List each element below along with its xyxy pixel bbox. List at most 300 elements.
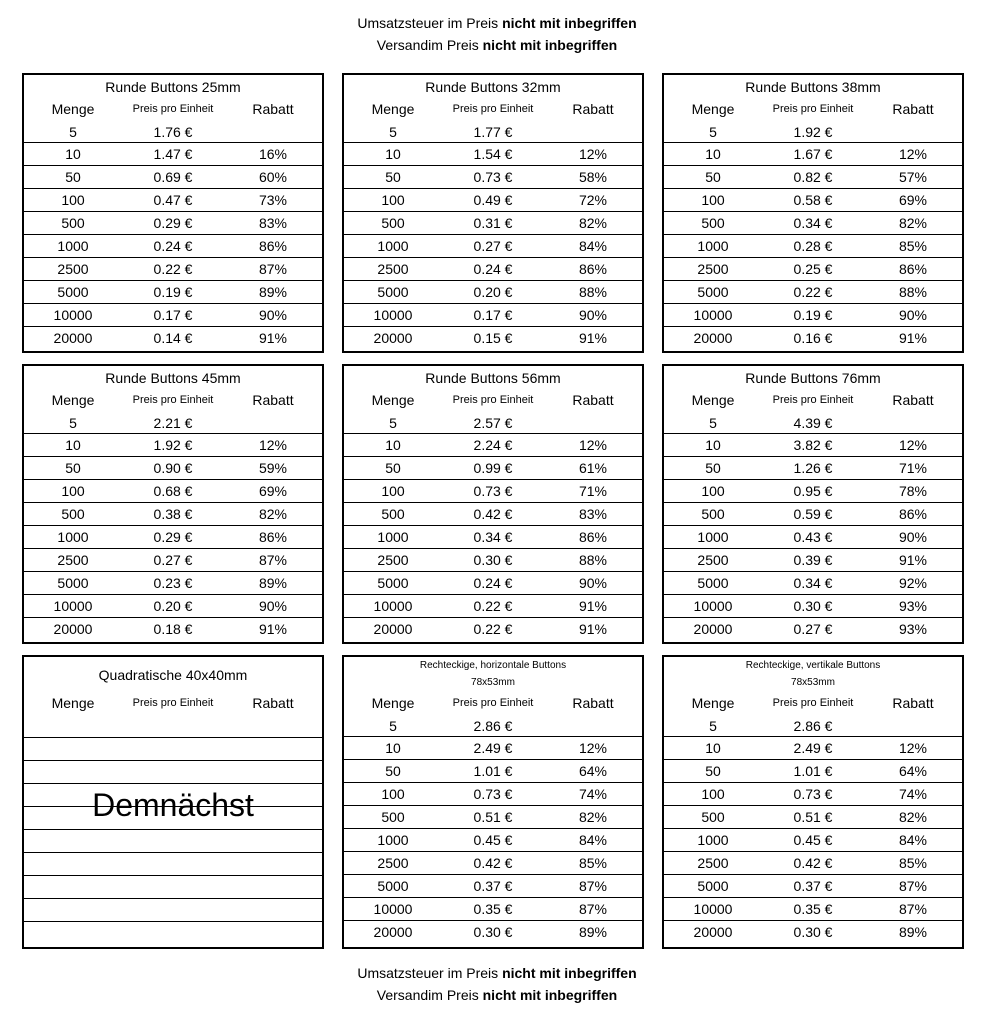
table-row [664, 257, 962, 280]
table-row [24, 433, 322, 456]
discount-cell: 69% [898, 192, 928, 208]
qty-header: Menge [691, 392, 735, 408]
discount-cell: 12% [258, 437, 288, 453]
discount-cell: 88% [898, 284, 928, 300]
qty-cell: 20000 [373, 621, 413, 637]
price-cell: 2.21 € [153, 414, 193, 431]
price-cell: 0.51 € [793, 809, 833, 825]
price-cell: 0.16 € [793, 330, 833, 346]
discount-cell: 88% [578, 552, 608, 568]
shipping-note [0, 34, 994, 56]
price-cell: 0.27 € [793, 621, 833, 637]
qty-cell: 10000 [373, 901, 413, 917]
discount-cell: 78% [898, 483, 928, 499]
table-row [664, 433, 962, 456]
discount-cell: 82% [578, 809, 608, 825]
qty-cell: 5000 [57, 284, 89, 300]
discount-cell: 84% [898, 832, 928, 848]
price-cell: 2.86 € [473, 717, 513, 734]
table-header [24, 97, 322, 121]
price-cell: 0.14 € [153, 330, 193, 346]
qty-cell: 100 [701, 786, 725, 802]
price-cell: 0.24 € [153, 238, 193, 254]
price-cell: 2.49 € [473, 740, 513, 756]
price-cell: 1.77 € [473, 123, 513, 140]
qty-cell: 100 [381, 786, 405, 802]
price-cell: 0.47 € [153, 192, 193, 208]
discount-cell: 86% [258, 529, 288, 545]
qty-cell: 10 [705, 437, 721, 453]
table-row [24, 412, 322, 433]
qty-cell: 5 [69, 123, 77, 140]
qty-cell: 2500 [377, 855, 409, 871]
price-cell: 0.20 € [473, 284, 513, 300]
qty-cell: 10000 [693, 598, 733, 614]
discount-cell: 12% [898, 740, 928, 756]
table-row [664, 617, 962, 640]
discount-cell: 12% [898, 437, 928, 453]
vat-note-emphasis: nicht mit inbegriffen [502, 15, 637, 31]
discount-cell: 82% [578, 215, 608, 231]
qty-cell: 50 [385, 169, 401, 185]
price-cell: 1.92 € [153, 437, 193, 453]
price-cell: 0.69 € [153, 169, 193, 185]
price-cell: 0.82 € [793, 169, 833, 185]
table-row [344, 257, 642, 280]
qty-cell: 10000 [373, 307, 413, 323]
table-row [344, 805, 642, 828]
price-cell: 0.42 € [473, 855, 513, 871]
price-table [22, 73, 324, 353]
qty-cell: 5000 [697, 284, 729, 300]
qty-cell: 100 [381, 483, 405, 499]
price-cell: 1.47 € [153, 146, 193, 162]
price-header: Preis pro Einheit [772, 697, 854, 709]
discount-cell: 91% [258, 621, 288, 637]
qty-cell: 5000 [377, 575, 409, 591]
price-table [662, 655, 964, 949]
table-row [344, 851, 642, 874]
qty-cell: 10000 [53, 307, 93, 323]
discount-cell: 86% [578, 529, 608, 545]
price-cell: 0.30 € [473, 924, 513, 940]
discount-cell: 12% [898, 146, 928, 162]
qty-cell: 1000 [57, 238, 89, 254]
discount-cell: 74% [898, 786, 928, 802]
table-row [24, 548, 322, 571]
price-cell: 0.22 € [793, 284, 833, 300]
table-title [664, 657, 962, 691]
qty-cell: 10 [65, 437, 81, 453]
price-header: Preis pro Einheit [132, 697, 214, 709]
price-cell: 0.45 € [473, 832, 513, 848]
table-row [344, 479, 642, 502]
price-table [22, 364, 324, 644]
table-header [24, 691, 322, 715]
table-row [664, 759, 962, 782]
discount-cell: 74% [578, 786, 608, 802]
qty-cell: 5 [709, 414, 717, 431]
price-cell: 0.99 € [473, 460, 513, 476]
empty-row [24, 875, 322, 898]
table-row [664, 234, 962, 257]
discount-cell: 59% [258, 460, 288, 476]
qty-cell: 1000 [57, 529, 89, 545]
qty-cell: 2500 [697, 552, 729, 568]
table-row [664, 525, 962, 548]
price-header: Preis pro Einheit [772, 103, 854, 115]
price-cell: 0.42 € [793, 855, 833, 871]
vat-note-text: Umsatzsteuer im Preis [357, 15, 503, 31]
discount-header: Rabatt [252, 392, 294, 408]
discount-cell: 85% [898, 238, 928, 254]
qty-cell: 50 [705, 169, 721, 185]
table-row [664, 548, 962, 571]
price-cell: 0.25 € [793, 261, 833, 277]
table-row [664, 479, 962, 502]
qty-cell: 5 [389, 414, 397, 431]
price-cell: 1.01 € [793, 763, 833, 779]
empty-row [24, 760, 322, 783]
discount-header: Rabatt [252, 101, 294, 117]
qty-cell: 100 [701, 192, 725, 208]
table-row [24, 525, 322, 548]
price-cell: 0.24 € [473, 575, 513, 591]
discount-cell: 90% [258, 307, 288, 323]
table-row [344, 211, 642, 234]
table-row [344, 782, 642, 805]
price-header: Preis pro Einheit [452, 697, 534, 709]
table-row [664, 280, 962, 303]
discount-cell: 82% [898, 809, 928, 825]
table-row [664, 920, 962, 943]
empty-row [24, 829, 322, 852]
table-row [344, 828, 642, 851]
discount-cell: 87% [578, 878, 608, 894]
price-table [22, 655, 324, 949]
qty-cell: 100 [61, 192, 85, 208]
discount-header: Rabatt [572, 392, 614, 408]
discount-cell: 91% [578, 598, 608, 614]
shipping-note [0, 984, 994, 1006]
discount-cell: 71% [898, 460, 928, 476]
price-cell: 4.39 € [793, 414, 833, 431]
table-row [664, 805, 962, 828]
discount-cell: 92% [898, 575, 928, 591]
qty-cell: 10 [65, 146, 81, 162]
empty-row [24, 852, 322, 875]
table-title [344, 657, 642, 691]
discount-cell: 89% [258, 575, 288, 591]
price-cell: 0.22 € [473, 621, 513, 637]
qty-header: Menge [371, 101, 415, 117]
table-header [24, 388, 322, 412]
shipping-note-emphasis: nicht mit inbegriffen [482, 37, 618, 53]
table-header [344, 691, 642, 715]
price-cell: 0.34 € [793, 215, 833, 231]
table-row [344, 234, 642, 257]
table-title: Runde Buttons 56mm [425, 370, 561, 386]
qty-cell: 100 [701, 483, 725, 499]
qty-cell: 10000 [53, 598, 93, 614]
qty-cell: 20000 [693, 621, 733, 637]
qty-cell: 2500 [57, 261, 89, 277]
price-cell: 1.67 € [793, 146, 833, 162]
empty-row [24, 921, 322, 944]
qty-cell: 20000 [53, 621, 93, 637]
discount-cell: 91% [898, 552, 928, 568]
discount-header: Rabatt [572, 101, 614, 117]
table-row [664, 828, 962, 851]
table-row [344, 121, 642, 142]
discount-cell: 86% [898, 506, 928, 522]
qty-cell: 5 [709, 717, 717, 734]
discount-cell: 73% [258, 192, 288, 208]
qty-cell: 20000 [373, 924, 413, 940]
discount-cell: 87% [578, 901, 608, 917]
table-row [344, 617, 642, 640]
table-row [344, 433, 642, 456]
empty-row [24, 737, 322, 760]
price-cell: 0.23 € [153, 575, 193, 591]
vat-note-emphasis: nicht mit inbegriffen [502, 965, 637, 981]
discount-cell: 72% [578, 192, 608, 208]
price-header: Preis pro Einheit [132, 103, 214, 115]
price-cell: 1.01 € [473, 763, 513, 779]
table-row [344, 280, 642, 303]
vat-note-text: Umsatzsteuer im Preis [357, 965, 503, 981]
price-cell: 0.51 € [473, 809, 513, 825]
qty-cell: 20000 [373, 330, 413, 346]
qty-cell: 5 [709, 123, 717, 140]
discount-cell: 89% [258, 284, 288, 300]
qty-cell: 50 [385, 763, 401, 779]
table-row [344, 594, 642, 617]
qty-cell: 1000 [697, 529, 729, 545]
qty-cell: 10 [385, 740, 401, 756]
price-cell: 0.19 € [793, 307, 833, 323]
price-cell: 0.59 € [793, 506, 833, 522]
price-cell: 0.15 € [473, 330, 513, 346]
qty-cell: 100 [61, 483, 85, 499]
discount-cell: 71% [578, 483, 608, 499]
price-cell: 0.90 € [153, 460, 193, 476]
header-note [0, 12, 994, 56]
price-cell: 0.31 € [473, 215, 513, 231]
table-row [664, 456, 962, 479]
discount-cell: 85% [578, 855, 608, 871]
price-cell: 1.76 € [153, 123, 193, 140]
discount-cell: 87% [898, 901, 928, 917]
qty-cell: 500 [701, 809, 725, 825]
table-row [24, 571, 322, 594]
table-row [344, 525, 642, 548]
qty-cell: 50 [65, 460, 81, 476]
discount-cell: 90% [578, 575, 608, 591]
price-cell: 0.45 € [793, 832, 833, 848]
discount-cell: 82% [898, 215, 928, 231]
qty-cell: 500 [61, 506, 85, 522]
qty-header: Menge [51, 695, 95, 711]
price-header: Preis pro Einheit [452, 394, 534, 406]
discount-cell: 93% [898, 598, 928, 614]
table-title-line: Rechteckige, horizontale Buttons [419, 660, 567, 671]
table-row [24, 479, 322, 502]
qty-cell: 2500 [697, 855, 729, 871]
footer-note [0, 962, 994, 1006]
table-row [664, 502, 962, 525]
table-row [664, 412, 962, 433]
price-cell: 0.35 € [793, 901, 833, 917]
qty-cell: 10 [705, 146, 721, 162]
price-cell: 0.34 € [473, 529, 513, 545]
discount-cell: 87% [898, 878, 928, 894]
price-cell: 0.73 € [473, 483, 513, 499]
table-row [24, 617, 322, 640]
table-row [664, 715, 962, 736]
price-cell: 1.54 € [473, 146, 513, 162]
price-table [662, 73, 964, 353]
discount-cell: 89% [898, 924, 928, 940]
price-cell: 0.73 € [473, 786, 513, 802]
table-row [24, 594, 322, 617]
table-header [344, 97, 642, 121]
price-table [342, 73, 644, 353]
price-cell: 2.86 € [793, 717, 833, 734]
price-cell: 0.42 € [473, 506, 513, 522]
qty-cell: 1000 [377, 529, 409, 545]
price-cell: 0.17 € [153, 307, 193, 323]
price-cell: 0.34 € [793, 575, 833, 591]
table-title: Quadratische 40x40mm [98, 667, 248, 683]
table-row [24, 280, 322, 303]
table-row [24, 326, 322, 349]
discount-cell: 12% [578, 437, 608, 453]
table-row [664, 874, 962, 897]
qty-cell: 50 [385, 460, 401, 476]
qty-cell: 2500 [697, 261, 729, 277]
discount-cell: 85% [898, 855, 928, 871]
qty-header: Menge [51, 392, 95, 408]
price-cell: 2.49 € [793, 740, 833, 756]
table-row [344, 326, 642, 349]
qty-cell: 1000 [377, 238, 409, 254]
header-spacer [24, 715, 322, 737]
table-row [344, 165, 642, 188]
discount-cell: 91% [578, 621, 608, 637]
empty-row [24, 898, 322, 921]
discount-header: Rabatt [572, 695, 614, 711]
table-row [664, 736, 962, 759]
table-row [344, 502, 642, 525]
price-cell: 0.17 € [473, 307, 513, 323]
table-header [664, 388, 962, 412]
qty-cell: 5 [389, 717, 397, 734]
table-row [664, 594, 962, 617]
discount-cell: 89% [578, 924, 608, 940]
qty-cell: 500 [701, 506, 725, 522]
table-row [664, 165, 962, 188]
discount-cell: 86% [578, 261, 608, 277]
table-row [664, 303, 962, 326]
price-cell: 0.27 € [153, 552, 193, 568]
vat-note [0, 12, 994, 34]
table-row [664, 782, 962, 805]
table-row [24, 142, 322, 165]
price-cell: 0.30 € [473, 552, 513, 568]
qty-cell: 5000 [377, 878, 409, 894]
discount-cell: 64% [898, 763, 928, 779]
price-cell: 0.29 € [153, 529, 193, 545]
discount-header: Rabatt [892, 695, 934, 711]
qty-cell: 20000 [53, 330, 93, 346]
discount-cell: 87% [258, 552, 288, 568]
discount-header: Rabatt [252, 695, 294, 711]
qty-cell: 500 [701, 215, 725, 231]
price-cell: 0.68 € [153, 483, 193, 499]
price-cell: 0.29 € [153, 215, 193, 231]
price-cell: 0.43 € [793, 529, 833, 545]
table-row [664, 211, 962, 234]
discount-cell: 93% [898, 621, 928, 637]
price-header: Preis pro Einheit [772, 394, 854, 406]
qty-cell: 1000 [697, 832, 729, 848]
price-cell: 0.24 € [473, 261, 513, 277]
coming-soon-label: Demnächst [92, 787, 254, 823]
price-cell: 0.37 € [793, 878, 833, 894]
shipping-note-text: Versandim Preis [376, 987, 483, 1003]
qty-cell: 20000 [693, 924, 733, 940]
qty-cell: 2500 [377, 552, 409, 568]
discount-cell: 69% [258, 483, 288, 499]
table-row [664, 142, 962, 165]
price-cell: 0.73 € [473, 169, 513, 185]
table-row [24, 234, 322, 257]
table-row [664, 188, 962, 211]
discount-cell: 91% [258, 330, 288, 346]
qty-cell: 10000 [693, 307, 733, 323]
qty-cell: 10 [385, 146, 401, 162]
table-header [664, 691, 962, 715]
qty-cell: 5000 [697, 575, 729, 591]
price-cell: 0.39 € [793, 552, 833, 568]
discount-cell: 90% [898, 307, 928, 323]
table-row [344, 736, 642, 759]
discount-cell: 58% [578, 169, 608, 185]
qty-cell: 500 [381, 215, 405, 231]
discount-cell: 16% [258, 146, 288, 162]
price-cell: 0.30 € [793, 924, 833, 940]
discount-cell: 84% [578, 832, 608, 848]
discount-cell: 87% [258, 261, 288, 277]
price-cell: 2.24 € [473, 437, 513, 453]
discount-cell: 12% [578, 740, 608, 756]
table-row [24, 211, 322, 234]
price-cell: 0.27 € [473, 238, 513, 254]
qty-cell: 10 [385, 437, 401, 453]
price-cell: 0.22 € [153, 261, 193, 277]
price-table [342, 364, 644, 644]
qty-cell: 500 [381, 506, 405, 522]
qty-header: Menge [371, 392, 415, 408]
table-row [344, 715, 642, 736]
table-row [344, 920, 642, 943]
discount-cell: 83% [578, 506, 608, 522]
table-row [664, 121, 962, 142]
table-title: Runde Buttons 25mm [105, 79, 241, 95]
table-row [344, 303, 642, 326]
table-row [344, 548, 642, 571]
